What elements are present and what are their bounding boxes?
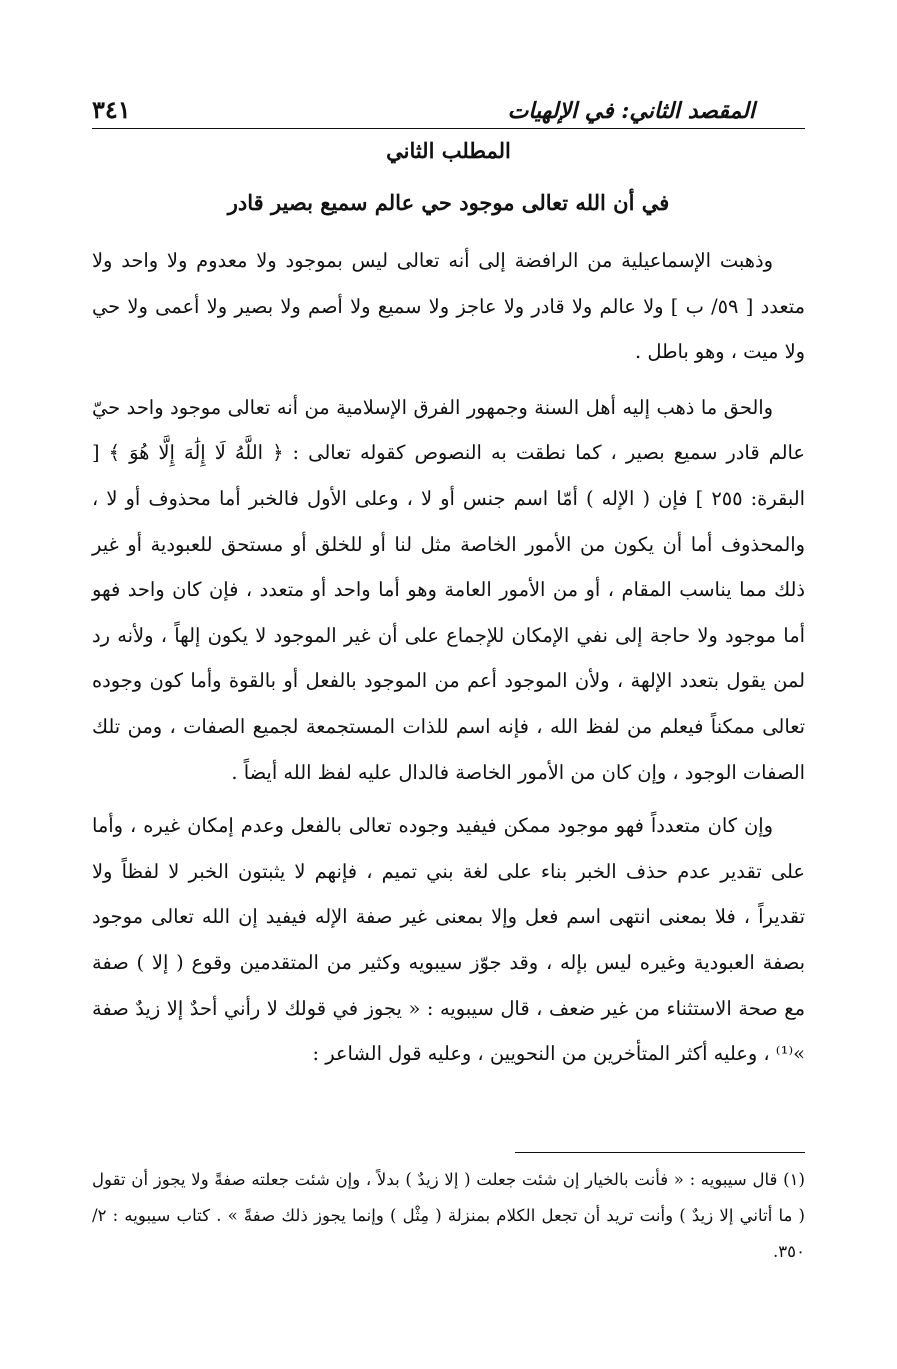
paragraph: وذهبت الإسماعيلية من الرافضة إلى أنه تعالى ليس بموجود ولا معدوم ولا واحد ولا متعدد [ ٥٩/ ب ] ولا عالم ولا قادر ولا عاجز ولا سميع ولا أصم ولا بصير ولا أعمى ولا حي ولا ميت ، وهو باطل .	[92, 249, 805, 364]
section-heading: المطلب الثاني	[386, 138, 511, 163]
running-header	[92, 82, 805, 129]
body-text	[92, 238, 805, 1087]
footnote	[92, 1162, 805, 1270]
paragraph: وإن كان متعدداً فهو موجود ممكن فيفيد وجوده تعالى بالفعل وعدم إمكان غيره ، وأما على تقدير عدم حذف الخبر بناء على لغة بني تميم ، فإنهم لا يثبتون الخبر لا لفظاً ولا تقديراً ، فلا بمعنى انتهى اسم فعل وإلا بمعنى غير صفة الإله فيفيد إن الله تعالى موجود بصفة العبودية وغيره ليس بإله ، وقد جوّز سيبويه وكثير من المتقدمين وقوع ( إلا ) صفة مع صحة الاستثناء من غير ضعف ، قال سيبويه : « يجوز في قولك لا رأني أحدٌ إلا زيدٌ صفة »⁽¹⁾ ، وعليه أكثر المتأخرين من النحويين ، وعليه قول الشاعر :	[92, 814, 805, 1066]
footnote-text: (١) قال سيبويه : « فأنت بالخيار إن شئت جعلت ( إلا زيدٌ ) بدلاً ، وإن شئت جعلته صفةً ولا يجوز أن تقول ( ما أتاني إلا زيدٌ ) وأنت تريد أن تجعل الكلام بمنزلة ( مِثْل ) وإنما يجوز ذلك صفةً » . كتاب سيبويه : ٢/ ٣٥٠.	[92, 1170, 805, 1261]
page-number: ٣٤١	[92, 95, 131, 124]
section-subheading: في أن الله تعالى موجود حي عالم سميع بصير قادر	[227, 190, 670, 215]
header-title: المقصد الثاني: في الإلهيات	[507, 98, 755, 124]
footnote-divider	[515, 1152, 805, 1153]
paragraph: والحق ما ذهب إليه أهل السنة وجمهور الفرق الإسلامية من أنه تعالى موجود واحد حيّ عالم قادر سميع بصير ، كما نطقت به النصوص كقوله تعالى : ﴿ اللَّهُ لَا إِلَٰهَ إِلَّا هُوَ ﴾ [ البقرة: ٢٥٥ ] فإن ( الإله ) أمّا اسم جنس أو لا ، وعلى الأول فالخبر أما محذوف أو لا ، والمحذوف أما أن يكون من الأمور الخاصة مثل لنا أو للخلق أو مستحق للعبودية أو غير ذلك مما يناسب المقام ، أو من الأمور العامة وهو أما واحد أو متعدد ، فإن كان واحد فهو أما موجود ولا حاجة إلى نفي الإمكان للإجماع على أن غير الموجود لا يكون إلهاً ، ولأنه رد لمن يقول بتعدد الإلهة ، ولأن الموجود أعم من الموجود بالفعل أو بالقوة وأما كون وجوده تعالى ممكناً فيعلم من لفظ الله ، فإنه اسم للذات المستجمعة لجميع الصفات ، ومن تلك الصفات الوجود ، وإن كان من الأمور الخاصة فالدال عليه لفظ الله أيضاً .	[92, 395, 806, 784]
